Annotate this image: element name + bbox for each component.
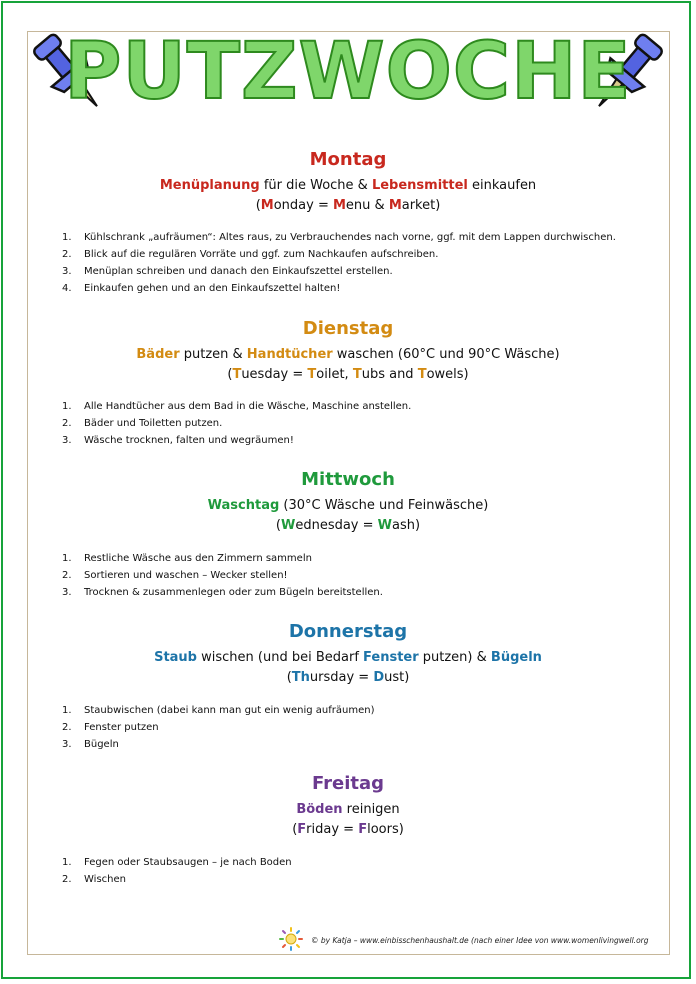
list-item: 2. Fenster putzen [62,722,159,733]
letter: M [332,198,346,213]
list-item: 1. Alle Handtücher aus dem Bad in die Wäsche, Maschine anstellen. [62,401,412,412]
letter: M [388,198,402,213]
list-item: 1. Restliche Wäsche aus den Zimmern sammeln [62,553,312,564]
text: ( [227,367,233,382]
mnemonic [0,196,696,216]
letter: T [232,367,242,382]
keyword: Menüplanung [159,178,260,193]
section-friday [0,772,696,888]
text: ( [286,670,292,685]
text: ( [275,518,281,533]
keyword: Handtücher [246,347,333,362]
keyword: Staub [154,650,197,665]
text: waschen (60°C und 90°C Wäsche) [332,347,560,362]
text: oilet, [316,367,353,382]
sun-logo-icon [278,926,304,952]
day-heading: Freitag [311,773,385,794]
day-heading: Dienstag [302,318,394,339]
keyword: Waschtag [207,498,280,513]
letter: T [417,367,427,382]
task-list [0,702,696,753]
task-summary [0,345,696,365]
text: enu & [345,198,389,213]
letter: F [297,822,307,837]
text: ( [292,822,298,837]
text: loors) [367,822,404,837]
day-heading: Donnerstag [288,621,408,642]
text: putzen) & [418,650,491,665]
keyword: Bügeln [490,650,542,665]
task-list [0,854,696,888]
section-monday [0,148,696,297]
list-item: 2. Bäder und Toiletten putzen. [62,418,223,429]
keyword: Fenster [363,650,419,665]
list-item: 3. Menüplan schreiben und danach den Einkaufszettel erstellen. [62,266,393,277]
list-item: 4. Einkaufen gehen und an den Einkaufszettel halten! [62,283,341,294]
list-item: 1. Kühlschrank „aufräumen“: Altes raus, zu Verbrauchendes nach vorne, ggf. mit dem Lappen durchwischen. [62,232,616,243]
letter: W [280,518,296,533]
mnemonic [0,668,696,688]
text: riday = [306,822,359,837]
task-summary [0,648,696,668]
section-thursday [0,620,696,753]
text: uesday = [241,367,308,382]
list-item: 1. Staubwischen (dabei kann man gut ein wenig aufräumen) [62,705,375,716]
list-item: 2. Wischen [62,874,126,885]
list-item: 2. Blick auf die regulären Vorräte und ggf. zum Nachkaufen aufschreiben. [62,249,439,260]
text: einkaufen [467,178,537,193]
list-item: 1. Fegen oder Staubsaugen – je nach Boden [62,857,292,868]
text: putzen & [179,347,247,362]
text: ubs and [361,367,418,382]
section-tuesday [0,317,696,449]
mnemonic [0,365,696,385]
mnemonic [0,820,696,840]
day-heading: Montag [309,149,387,170]
letter: T [307,367,317,382]
keyword: Böden [296,802,343,817]
letter: W [377,518,393,533]
text: ash) [392,518,421,533]
list-item: 2. Sortieren und waschen – Wecker stellen! [62,570,288,581]
text: reinigen [342,802,400,817]
task-list [0,550,696,601]
text: onday = [273,198,333,213]
task-list [0,229,696,297]
day-heading: Mittwoch [301,469,395,490]
letter: Th [291,670,310,685]
mnemonic [0,516,696,536]
keyword: Lebensmittel [371,178,468,193]
text: owels) [426,367,469,382]
text: (30°C Wäsche und Feinwäsche) [279,498,489,513]
letter: F [358,822,368,837]
text: für die Woche & [259,178,372,193]
text: ursday = [309,670,374,685]
section-wednesday [0,468,696,601]
task-summary [0,496,696,516]
text: ednesday = [295,518,378,533]
list-item: 3. Trocknen & zusammenlegen oder zum Bügeln bereitstellen. [62,587,383,598]
page-title: PUTZWOCHE [64,27,632,117]
text: arket) [401,198,441,213]
list-item: 3. Bügeln [62,739,119,750]
footer-credit: © by Katja – www.einbisschenhaushalt.de (nach einer Idee von www.womenlivingwell.org [311,936,649,945]
text: wischen (und bei Bedarf [197,650,364,665]
task-summary [0,176,696,196]
list-item: 3. Wäsche trocknen, falten und wegräumen! [62,435,294,446]
letter: M [260,198,274,213]
keyword: Bäder [136,347,180,362]
letter: D [373,670,385,685]
letter: T [352,367,362,382]
text: ust) [384,670,410,685]
task-list [0,398,696,449]
text: ( [255,198,261,213]
task-summary [0,800,696,820]
